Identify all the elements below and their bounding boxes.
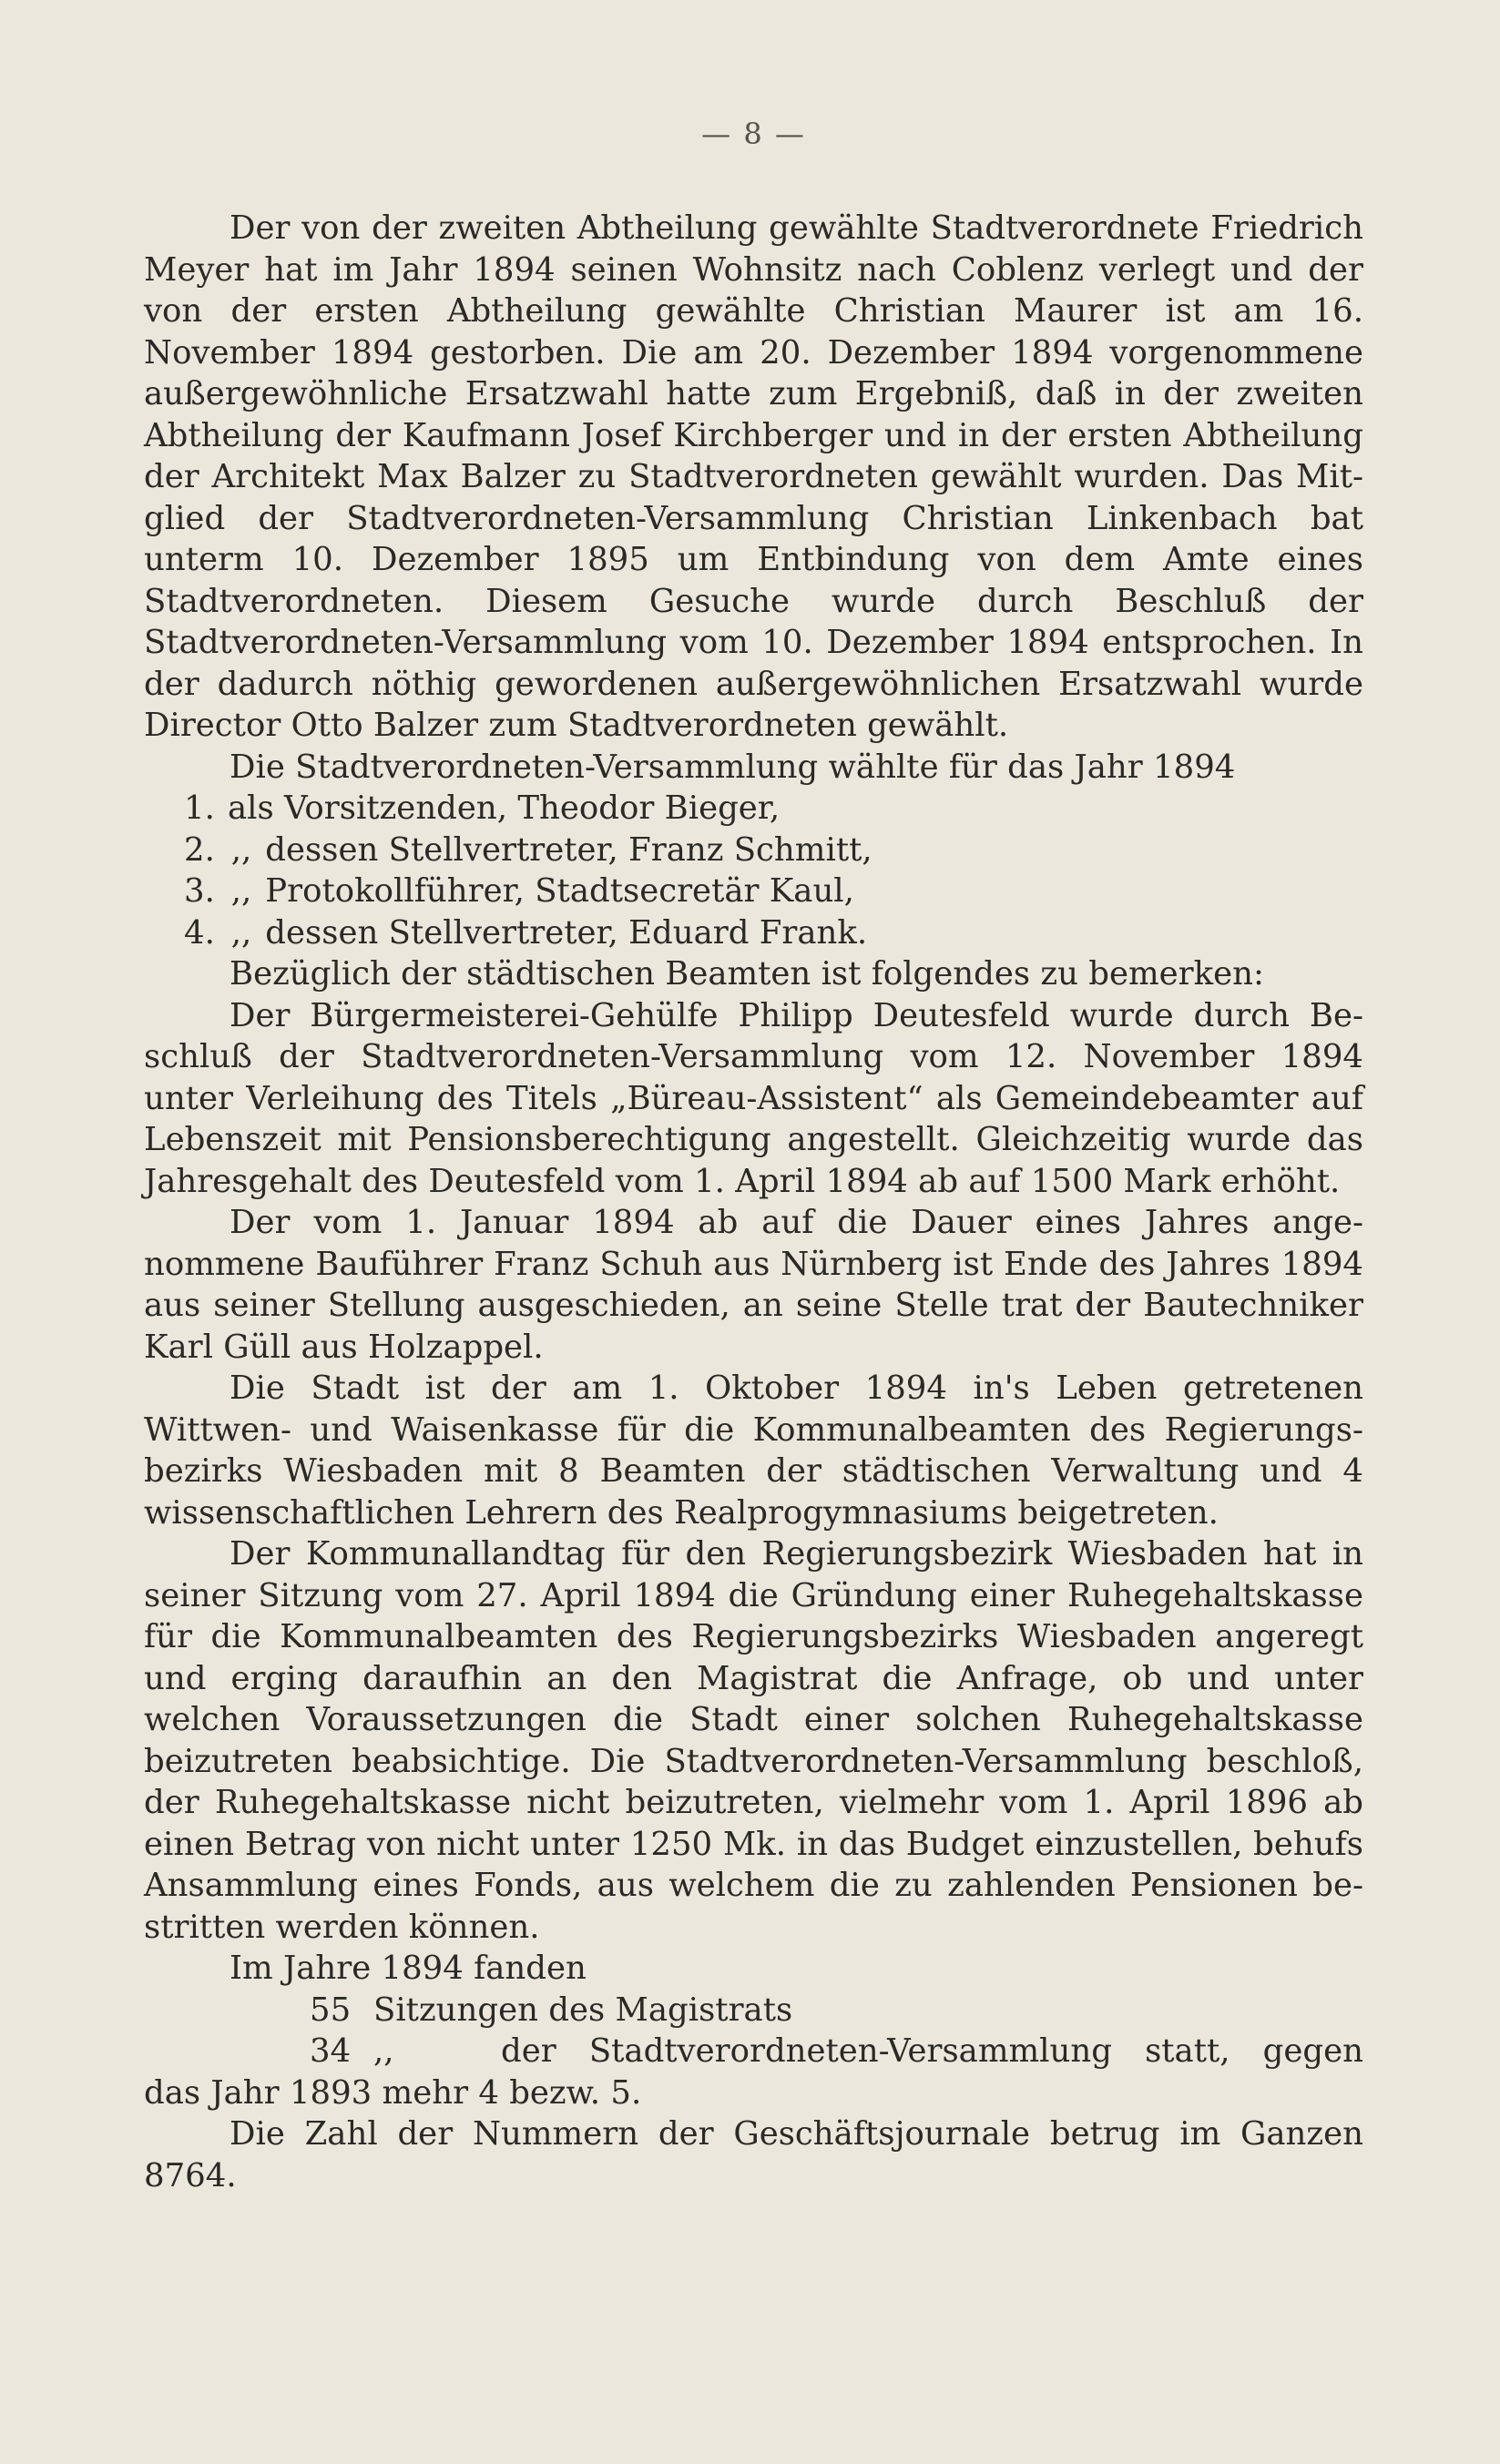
list-prefix: ,,: [230, 872, 252, 910]
sessions-block: [144, 1948, 1363, 2113]
paragraph-officials-intro: Bezüglich der städtischen Beamten ist folgendes zu bemerken:: [230, 955, 1264, 993]
sessions-line-council: [144, 2031, 1363, 2072]
list-prefix: ,,: [230, 913, 252, 952]
elections-list: [144, 788, 1363, 953]
paragraph-deutesfeld: Der Bürgermeisterei-Gehülfe Philipp Deutesfeld wurde durch Beschluß der Stadtverordneten-Versammlung vom 12. November 1894 unter Verleihung des Titels „Büreau-Assistent“ als Gemeindebeamter auf Lebenszeit mit Pensionsberechtigung angestellt. Gleichzeitig wurde das Jahresgehalt des Deutesfeld vom 1. April 1894 ab auf 1500 Mark erhöht.: [144, 996, 1363, 1200]
sessions-text: der Stadtverordneten-Versammlung statt, gegen: [501, 2032, 1363, 2070]
list-text: Vorsitzenden, Theodor Bieger,: [284, 789, 781, 827]
list-text: dessen Stellvertreter, Franz Schmitt,: [265, 830, 872, 869]
list-number: 3.: [184, 872, 215, 910]
sessions-comparison: das Jahr 1893 mehr 4 bezw. 5.: [144, 2073, 642, 2112]
sessions-line-magistrat: [144, 1990, 1363, 2031]
list-prefix: als: [228, 789, 274, 827]
sessions-count: 34: [310, 2032, 352, 2070]
page-number: — 8 —: [701, 117, 806, 151]
list-item: [144, 912, 1363, 954]
list-prefix: ,,: [230, 830, 252, 869]
paragraph-widows-fund: Die Stadt ist der am 1. Oktober 1894 in's Leben getretenen Wittwen- und Waisenkasse für die Kommunalbeamten des Regierungsbezirks Wiesbaden mit 8 Beamten der städtischen Verwaltung und 4 wissenschaftlichen Lehrern des Realprogymnasiums beigetreten.: [144, 1369, 1363, 1532]
body-text: [144, 208, 1363, 2196]
sessions-ditto: ,,: [373, 2032, 394, 2070]
sessions-intro: Im Jahre 1894 fanden: [230, 1950, 587, 1987]
list-number: 2.: [184, 830, 215, 869]
list-item: [144, 871, 1363, 912]
paragraph-elections-intro: Die Stadtverordneten-Versammlung wählte für das Jahr 1894: [230, 748, 1236, 786]
list-number: 4.: [184, 913, 215, 952]
list-text: Protokollführer, Stadtsecretär Kaul,: [265, 872, 854, 910]
paragraph-council-changes: Der von der zweiten Abtheilung gewählte Stadtverordnete Friedrich Meyer hat im Jahr 1894 seinen Wohnsitz nach Coblenz verlegt und der von der ersten Abtheilung gewählte Christian Maurer ist am 16. November 1894 gestorben. Die am 20. Dezember 1894 vorgenommene außergewöhnliche Ersatzwahl hatte zum Ergebniß, daß in der zweiten Abtheilung der Kaufmann Josef Kirchberger und in der ersten Abtheilung der Architekt Max Balzer zu Stadtverordneten gewählt wurden. Das Mitglied der Stadtverordneten-Versammlung Christian Linkenbach bat unterm 10. Dezember 1895 um Entbindung von dem Amte eines Stadtverordneten. Diesem Gesuche wurde durch Beschluß der Stadtverordneten-Versammlung vom 10. Dezember 1894 entsprochen. In der dadurch nöthig gewordenen außergewöhnlichen Ersatzwahl wurde Director Otto Balzer zum Stadtverordneten gewählt.: [144, 209, 1363, 744]
list-text: dessen Stellvertreter, Eduard Frank.: [265, 913, 868, 952]
sessions-text: Sitzungen des Magistrats: [373, 1991, 793, 2029]
paragraph-schuh: Der vom 1. Januar 1894 ab auf die Dauer eines Jahres angenommene Bauführer Franz Schuh aus Nürnberg ist Ende des Jahres 1894 aus seiner Stellung ausgeschieden, an seine Stelle trat der Bautechniker Karl Güll aus Holzappel.: [144, 1204, 1363, 1366]
list-number: 1.: [184, 789, 215, 827]
paragraph-journal-count: Die Zahl der Nummern der Geschäftsjournale betrug im Ganzen 8764.: [144, 2115, 1363, 2194]
paragraph-pension-fund: Der Kommunallandtag für den Regierungsbezirk Wiesbaden hat in seiner Sitzung vom 27. April 1894 die Gründung einer Ruhegehaltskasse für die Kommunalbeamten des Regierungsbezirks Wiesbaden angeregt und erging daraufhin an den Magistrat die Anfrage, ob und unter welchen Voraussetzungen die Stadt einer solchen Ruhegehaltskasse beizutreten beabsichtige. Die Stadtverordneten-Versammlung beschloß, der Ruhegehaltskasse nicht beizutreten, vielmehr vom 1. April 1896 ab einen Betrag von nicht unter 1250 Mk. in das Budget einzustellen, behufs Ansammlung eines Fonds, aus welchem die zu zahlenden Pensionen bestritten werden können.: [144, 1535, 1363, 1946]
sessions-count: 55: [310, 1991, 352, 2029]
list-item: [144, 788, 1363, 830]
list-item: [144, 830, 1363, 871]
